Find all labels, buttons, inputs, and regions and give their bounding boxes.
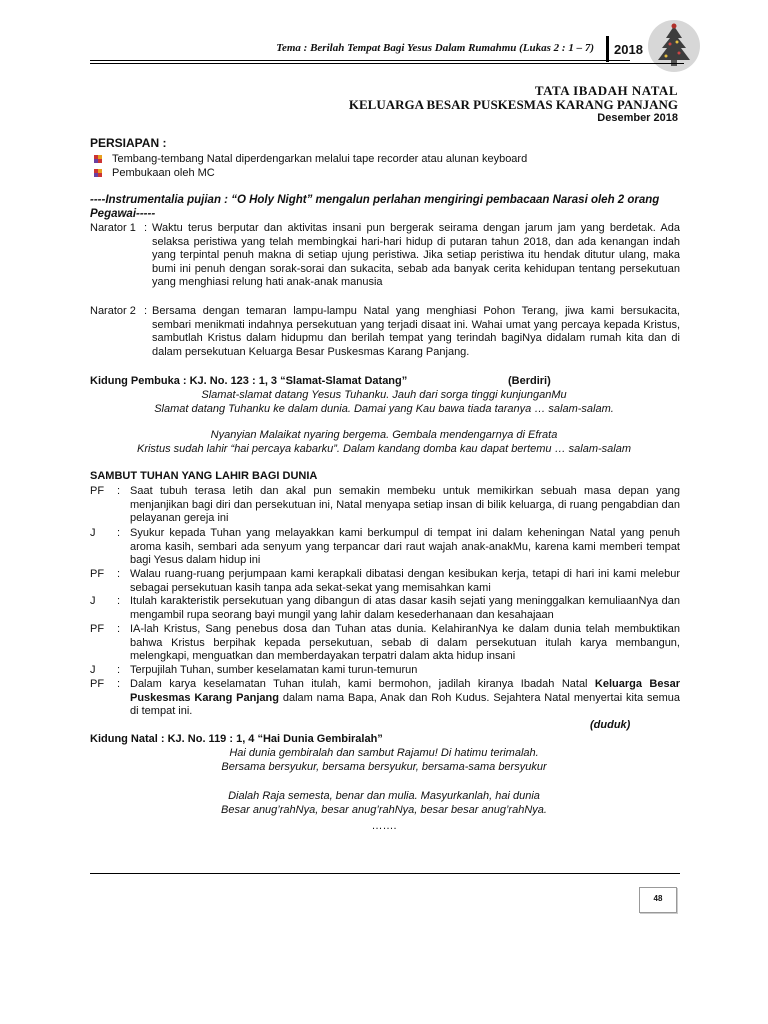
doc-title: TATA IBADAH NATAL [534, 83, 678, 98]
narator-1-row [90, 222, 680, 290]
header-rule [90, 63, 684, 64]
kidung-pembuka-note: (Berdiri) [508, 375, 551, 387]
kidung-natal-verse1-line1: Hai dunia gembiralah dan sambut Rajamu! Di hatimu terimalah. [229, 747, 539, 759]
narator-2-row [90, 305, 680, 359]
speaker-label: J [90, 664, 96, 676]
header-theme: Tema : Berilah Tempat Bagi Yesus Dalam Rumahmu (Lukas 2 : 1 – 7) [276, 42, 594, 54]
sambut-row [90, 568, 680, 595]
kidung-natal-verse2-line1: Dialah Raja semesta, benar dan mulia. Masyurkanlah, hai dunia [228, 790, 540, 802]
sambut-row [90, 664, 680, 678]
speaker-label: J [90, 595, 96, 607]
speaker-label: J [90, 527, 96, 539]
page-header [90, 34, 630, 61]
header-divider [606, 36, 609, 62]
sambut-text: Syukur kepada Tuhan yang melayakkan kami berkumpul di tempat ini dalam keheningan Natal yang penuh aroma kasih, sembari ada senyum yang terpancar dari raut wajah anak-anakMu, karena kami memberi tempat bagi Yesus dalam hidup ini [130, 527, 680, 567]
narator-text: Waktu terus berputar dan aktivitas insani pun bergerak seirama dengan jarum jam yang berdetak. Ada selaksa peristiwa yang telah membingkai hari-hari hidup di putaran tahun 2018, dan ada kenangan indah yang terpintal penuh makna di setiap ujung peristiwa. Jika setiap peristiwa itu hendak ditutur ulang, maka bumi ini penuh dengan sorak-sorai dan sukacita, sebab ada banyak cerita kehidupan tentang persekutuan yang menghiasi relung hati anak-anak manusia [152, 222, 680, 289]
speaker-label: PF [90, 568, 105, 580]
separator: : [117, 664, 121, 676]
bullet-icon [94, 155, 102, 163]
sambut-text: Terpujilah Tuhan, sumber keselamatan kami turun-temurun [130, 664, 418, 676]
christmas-tree-logo [648, 20, 700, 72]
kidung-pembuka-verse2-line2: Kristus sudah lahir “hai percaya kabarku”. Dalam kandang domba kau dapat bertemu … salam-salam [136, 443, 632, 455]
sambut-row [90, 595, 680, 622]
bullet-icon [94, 169, 102, 177]
sambut-text [130, 678, 680, 719]
separator: : [144, 305, 148, 317]
separator: : [117, 527, 121, 539]
kidung-pembuka-verse2-line1: Nyanyian Malaikat nyaring bergema. Gembala mendengarnya di Efrata [210, 429, 558, 441]
duduk-note: (duduk) [590, 719, 631, 731]
speaker-label: PF [90, 678, 105, 690]
sambut-text: Walau ruang-ruang perjumpaan kami kerapkali dibatasi dengan kesibukan kerja, tetapi di hari ini kami melebur sebagai persekutuan kasih tanpa ada sekat-sekat yang memisahkan kami [130, 568, 680, 594]
separator: : [117, 623, 121, 635]
sambut-final-bold: Keluarga Besar Puskesmas Karang Panjang [130, 678, 680, 704]
list-item [94, 167, 215, 179]
sambut-text: IA-lah Kristus, Sang penebus dosa dan Tuhan atas dunia. KelahiranNya ke dalam dunia telah membuktikan bahwa Kristus berpihak kepada persekutuan, sebab di dalam persekutuan itulah karya membangun, melengkapi, menguatkan dan memberdayakan terpatri dalam akta hidup insani [130, 623, 680, 663]
separator: : [117, 595, 121, 607]
kidung-pembuka-heading: Kidung Pembuka : KJ. No. 123 : 1, 3 “Slamat-Slamat Datang” [90, 375, 408, 387]
narator-label: Narator 2 [90, 305, 136, 317]
speaker-label: PF [90, 485, 105, 497]
instrumentalia-line-1: ----Instrumentalia pujian : “O Holy Night” mengalun perlahan mengiringi pembacaan Narasi oleh 2 orang [90, 194, 660, 206]
kidung-natal-verse1-line2: Bersama bersyukur, bersama bersyukur, bersama-sama bersyukur [221, 761, 547, 773]
header-year: 2018 [614, 42, 643, 57]
separator: : [117, 568, 121, 580]
sambut-text: Saat tubuh terasa letih dan akal pun semakin membeku untuk memikirkan sebuah masa depan yang menjanjikan bagi diri dan persekutuan ini, Natal menyapa setiap insan di bilik keluarga, di ruang pengabdian dan pelayanan gereja ini [130, 485, 680, 525]
doc-date: Desember 2018 [597, 112, 678, 124]
separator: : [144, 222, 148, 234]
separator: : [117, 485, 121, 497]
footer-rule [90, 873, 680, 874]
kidung-pembuka-verse1-line2: Slamat datang Tuhanku ke dalam dunia. Damai yang Kau bawa tiada taranya … salam-salam. [154, 403, 614, 415]
narator-label: Narator 1 [90, 222, 136, 234]
kidung-natal-verse2-line2: Besar anug’rahNya, besar anug’rahNya, besar besar anug’rahNya. [221, 804, 547, 816]
sambut-final-text-1: Dalam karya keselamatan Tuhan itulah, kami bermohon, jadilah kiranya Ibadah Natal [130, 678, 595, 690]
kidung-natal-heading: Kidung Natal : KJ. No. 119 : 1, 4 “Hai Dunia Gembiralah” [90, 733, 383, 745]
speaker-label: PF [90, 623, 105, 635]
instrumentalia-line-2: Pegawai----- [90, 208, 156, 220]
sambut-row-final [90, 678, 680, 719]
narator-text: Bersama dengan temaran lampu-lampu Natal yang menghiasi Pohon Terang, jiwa kami bersukacita, sembari menikmati indahnya persekutuan yang terjadi disaat ini. Wahai umat yang percaya kepada Kristus, sambutlah Kristus dalam hidupmu dan berilah tempat yang terindah bagiNya didalam rumah kita dan di dalam persekutuan Keluarga Besar Puskesmas Karang Panjang. [152, 305, 680, 358]
persiapan-item-1: Tembang-tembang Natal diperdengarkan melalui tape recorder atau alunan keyboard [112, 153, 528, 165]
ellipsis: ……. [371, 820, 397, 832]
sambut-heading: SAMBUT TUHAN YANG LAHIR BAGI DUNIA [90, 470, 318, 482]
doc-subtitle: KELUARGA BESAR PUSKESMAS KARANG PANJANG [348, 97, 678, 112]
page-number: 48 [639, 887, 677, 913]
list-item [94, 153, 527, 165]
kidung-pembuka-verse1-line1: Slamat-slamat datang Yesus Tuhanku. Jauh dari sorga tinggi kunjunganMu [201, 389, 567, 401]
sambut-row [90, 485, 680, 526]
sambut-row [90, 527, 680, 568]
sambut-final-text-2: dalam nama Bapa, Anak dan Roh Kudus. Sejahtera Natal menyertai kita semua di tempat ini. [130, 691, 681, 718]
persiapan-item-2: Pembukaan oleh MC [112, 167, 215, 179]
persiapan-heading: PERSIAPAN : [90, 136, 167, 150]
separator: : [117, 678, 121, 690]
sambut-text: Itulah karakteristik persekutuan yang dibangun di atas dasar kasih sejati yang meninggalkan kemuliaanNya dan mengambil rupa seorang bayi mungil yang lahir dalam kesederhanaan dan kesahajaan [130, 595, 680, 621]
sambut-row [90, 623, 680, 664]
